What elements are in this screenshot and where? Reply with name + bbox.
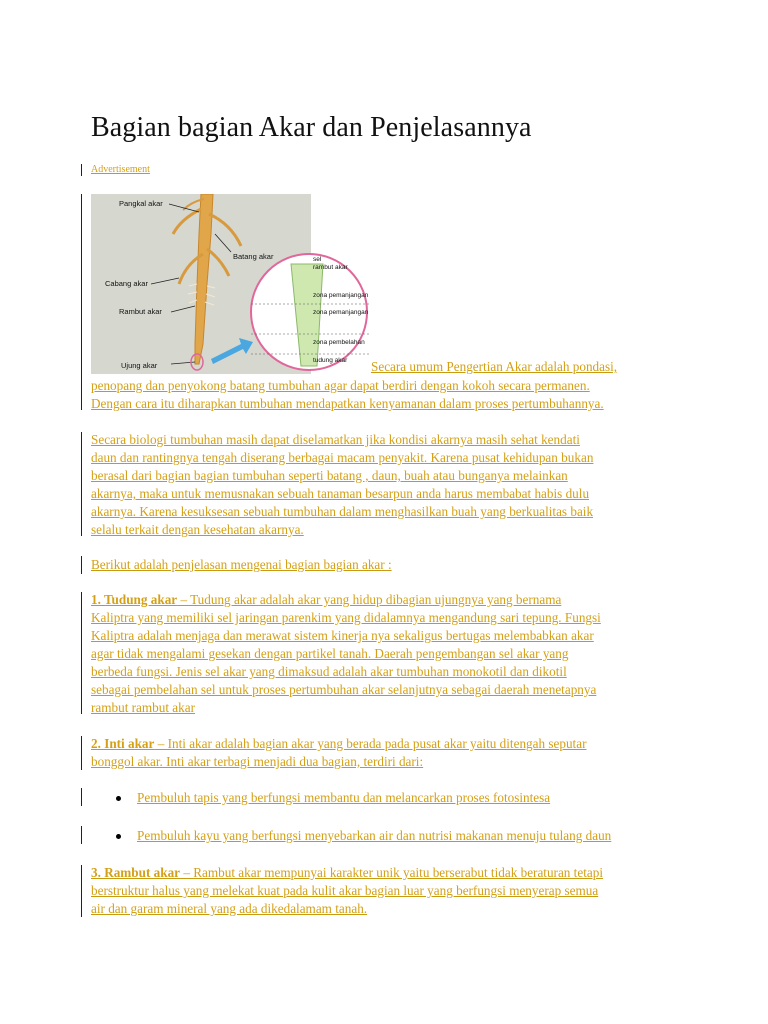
- section-link[interactable]: Kaliptra yang memiliki sel jaringan parenkim yang didalamnya mengandung sari tepung. Fungsi: [91, 610, 601, 625]
- section-tudung-akar: [91, 591, 691, 717]
- left-rule: [81, 164, 82, 176]
- label-batang-akar: Batang akar: [233, 252, 274, 261]
- label-cabang-akar: Cabang akar: [105, 279, 148, 288]
- intro-link[interactable]: Dengan cara itu diharapkan tumbuhan mendapatkan kenyamanan dalam proses pertumbuhannya.: [91, 396, 604, 411]
- left-rule: [81, 865, 82, 917]
- left-rule: [81, 826, 82, 844]
- label-pangkal-akar: Pangkal akar: [119, 199, 163, 208]
- section-link[interactable]: 3. Rambut akar – Rambut akar mempunyai karakter unik yaitu berserabut tidak beraturan tetapi: [91, 865, 603, 880]
- paragraph-link[interactable]: akarnya, maka untuk memusnakan sebuah tanaman besarpun anda harus membabat habis dulu: [91, 486, 590, 501]
- paragraph-link[interactable]: akarnya. Karena kesuksesan sebuah tumbuhan dalam menghasilkan buah yang berkualitas baik: [91, 504, 594, 519]
- intro-paragraph: [91, 377, 691, 413]
- bullet-icon: [116, 796, 121, 801]
- section-link[interactable]: berstruktur halus yang melekat kuat pada kulit akar bagian luar yang berfungsi menyerap semua: [91, 883, 599, 898]
- paragraph-link[interactable]: daun dan rantingnya tengah diserang berbagai macam penyakit. Karena pusat kehidupan bukan: [91, 450, 594, 465]
- page-title: Bagian bagian Akar dan Penjelasannya: [91, 112, 532, 143]
- section-rambut-akar: [91, 864, 691, 918]
- bullet-icon: [116, 834, 121, 839]
- advertisement-link[interactable]: Advertisement: [91, 164, 150, 175]
- list-item-link[interactable]: Pembuluh kayu yang berfungsi menyebarkan air dan nutrisi makanan menuju tulang daun: [137, 828, 612, 843]
- label-zona-pembelahan: zona pembelahan: [313, 339, 365, 346]
- paragraph-biologi: [91, 431, 691, 539]
- list-item: [116, 828, 611, 844]
- left-rule: [81, 556, 82, 574]
- label-zona-pemanjangan: zona pemanjangan: [313, 292, 369, 299]
- section-link[interactable]: 1. Tudung akar – Tudung akar adalah akar yang hidup dibagian ujungnya yang bernama: [91, 592, 562, 607]
- section-link[interactable]: sebagai pembelahan sel untuk proses pertumbuhan akar selanjutnya sebagai daerah menetapnya: [91, 682, 597, 697]
- paragraph-link[interactable]: Berikut adalah penjelasan mengenai bagian bagian akar :: [91, 557, 392, 572]
- section-link[interactable]: bonggol akar. Inti akar terbagi menjadi dua bagian, terdiri dari:: [91, 754, 424, 769]
- label-rambut-akar-cell: rambut akar: [313, 264, 348, 271]
- label-sel: sel: [313, 256, 322, 263]
- left-rule: [81, 432, 82, 536]
- label-rambut-akar: Rambut akar: [119, 307, 162, 316]
- section-heading: 1. Tudung akar: [91, 592, 178, 607]
- left-rule: [81, 592, 82, 714]
- section-link[interactable]: 2. Inti akar – Inti akar adalah bagian akar yang berada pada pusat akar yaitu ditengah seputar: [91, 736, 587, 751]
- section-inti-akar: [91, 735, 691, 771]
- section-link[interactable]: berbeda fungsi. Jenis sel akar yang dimaksud adalah akar tumbuhan monokotil dan dikotil: [91, 664, 567, 679]
- paragraph-intro-list: [91, 556, 691, 574]
- section-link[interactable]: air dan garam mineral yang ada dikedalamam tanah.: [91, 901, 368, 916]
- paragraph-link[interactable]: Secara biologi tumbuhan masih dapat diselamatkan jika kondisi akarnya masih sehat kendati: [91, 432, 580, 447]
- list-item: [116, 790, 550, 806]
- section-link[interactable]: agar tidak mengalami gesekan dengan partikel tanah. Daerah pengembangan sel akar yang: [91, 646, 569, 661]
- left-rule: [81, 788, 82, 806]
- paragraph-link[interactable]: berasal dari bagian bagian tumbuhan seperti batang , daun, buah atau bunganya melainkan: [91, 468, 568, 483]
- left-rule: [81, 736, 82, 770]
- left-rule: [81, 194, 82, 410]
- label-ujung-akar: Ujung akar: [121, 361, 158, 370]
- label-tudung-akar: tudung akar: [313, 357, 348, 364]
- section-heading: 2. Inti akar: [91, 736, 155, 751]
- section-link[interactable]: Kaliptra adalah menjaga dan merawat sistem kinerja nya sekaligus bertugas melembabkan akar: [91, 628, 594, 643]
- section-heading: 3. Rambut akar: [91, 865, 181, 880]
- list-item-link[interactable]: Pembuluh tapis yang berfungsi membantu dan melancarkan proses fotosintesa: [137, 790, 551, 805]
- root-anatomy-figure: [91, 194, 372, 374]
- intro-link[interactable]: penopang dan penyokong batang tumbuhan agar dapat berdiri dengan kokoh secara permanen.: [91, 378, 590, 393]
- paragraph-link[interactable]: selalu terkait dengan kesehatan akarnya.: [91, 522, 304, 537]
- label-zona-pemanjangan: zona pemanjangan: [313, 309, 369, 316]
- section-link[interactable]: rambut rambut akar: [91, 700, 195, 715]
- intro-link[interactable]: Secara umum Pengertian Akar adalah pondasi,: [371, 359, 618, 374]
